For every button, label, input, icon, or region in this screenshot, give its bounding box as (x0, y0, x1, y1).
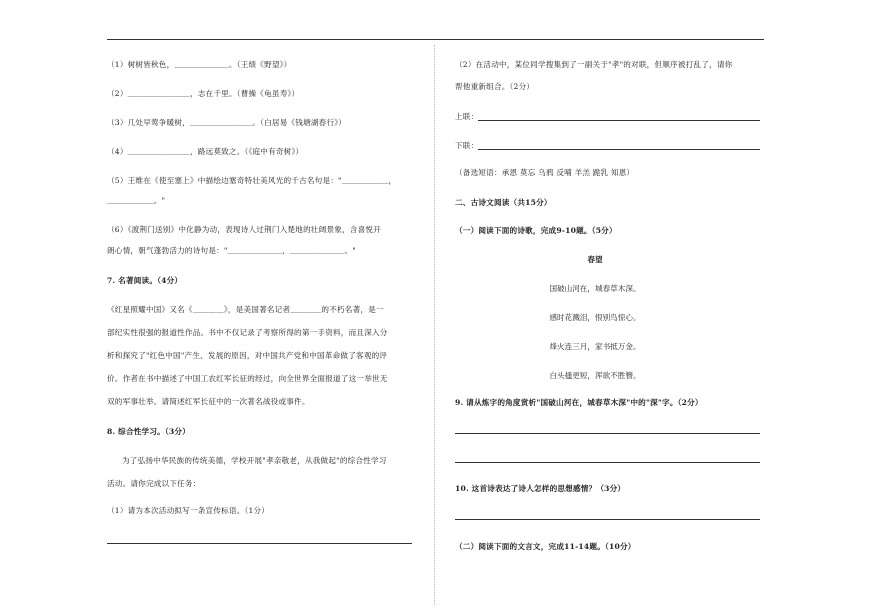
top-rule (107, 39, 764, 40)
q6-item-2: （2）＿＿＿＿＿＿＿＿，志在千里。（曹操《龟虽寿》） (107, 89, 300, 98)
q7-line-4: 价。作者在书中描述了中国工农红军长征的经过，向全世界全面报道了这一举世无 (107, 374, 388, 383)
poem-line-3: 烽火连三月，家书抵万金。 (549, 342, 641, 351)
q6-item-1: （1）树树皆秋色，＿＿＿＿＿＿＿。（王绩《野望》） (107, 60, 292, 69)
poem-title: 春望 (587, 255, 603, 264)
column-divider (434, 45, 435, 605)
q8-line-1: 为了弘扬中华民族的传统美德，学校开展"孝亲敬老，从我做起"的综合性学习 (122, 456, 387, 465)
poem-line-4: 白头搔更短，浑欲不胜簪。 (549, 371, 641, 380)
upper-couplet-label: 上联： (455, 112, 479, 121)
q8-sub-2-line-2: 帮他重新组合。（2分） (455, 82, 535, 91)
q8-line-2: 活动。请你完成以下任务： (107, 479, 201, 488)
q8-sub-1: （1）请为本次活动拟写一条宣传标语。（1分） (107, 506, 270, 515)
q8-title: 8. 综合性学习。（3分） (107, 427, 190, 436)
q7-title: 7. 名著阅读。（4分） (107, 276, 183, 285)
q8-sub-2-line-1: （2）在活动中，某位同学搜集到了一副关于"孝"的对联，但顺序被打乱了，请你 (455, 60, 733, 69)
q9-answer-line-1[interactable] (455, 433, 760, 434)
q9-answer-line-2[interactable] (455, 462, 760, 463)
q6-item-4: （4）＿＿＿＿＿＿＿＿，路远莫致之。（《庭中有奇树》） (107, 147, 304, 156)
q7-line-1: 《红星照耀中国》又名《＿＿＿＿》，是美国著名记者＿＿＿＿的不朽名著，是一 (107, 305, 384, 314)
q7-line-5: 双的军事壮举。请简述红军长征中的一次著名战役或事件。 (107, 397, 310, 406)
q7-line-2: 部纪实性很强的报道性作品。书中不仅记录了考察所得的第一手资料，而且深入分 (107, 328, 388, 337)
q6-item-6-cont: 朗心情，朝气蓬勃活力的诗句是："＿＿＿＿＿＿＿，＿＿＿＿＿＿＿。" (107, 246, 356, 255)
lower-couplet-line[interactable] (478, 149, 760, 150)
part-1-heading: （一）阅读下面的诗歌，完成9-10题。（5分） (455, 226, 617, 235)
q10-answer-line[interactable] (455, 519, 760, 520)
upper-couplet-line[interactable] (478, 120, 760, 121)
phrase-options: （备选短语：承恩 莫忘 乌鸦 反哺 羊羔 跪乳 知恩） (455, 168, 635, 177)
lower-couplet-label: 下联： (455, 141, 479, 150)
section-2-heading: 二、古诗文阅读（共15分） (455, 198, 552, 207)
q9: 9. 请从炼字的角度赏析"国破山河在，城春草木深"中的"深"字。（2分） (455, 398, 703, 407)
poem-line-1: 国破山河在，城春草木深。 (549, 284, 641, 293)
q6-item-6: （6）《渡荆门送别》中化静为动，表现诗人过荆门入楚地的壮阔景象，含喜悦开 (107, 225, 382, 234)
answer-line-slogan[interactable] (107, 543, 412, 544)
q6-item-3: （3）几处早莺争暖树，＿＿＿＿＿＿＿＿。（白居易《钱塘湖春行》） (107, 118, 347, 127)
q6-item-5: （5）王维在《使至塞上》中描绘边塞奇特壮美风光的千古名句是："＿＿＿＿＿＿， (107, 176, 397, 185)
q10: 10. 这首诗表达了诗人怎样的思想感情？（3分） (455, 484, 626, 493)
q7-line-3: 析和探究了"红色中国"产生、发展的原因，对中国共产党和中国革命做了客观的评 (107, 351, 388, 360)
q6-item-5-cont: ＿＿＿＿＿＿。" (107, 196, 166, 205)
poem-line-2: 感时花溅泪，恨别鸟惊心。 (549, 313, 641, 322)
part-2-heading: （二）阅读下面的文言文，完成11-14题。（10分） (455, 542, 636, 551)
